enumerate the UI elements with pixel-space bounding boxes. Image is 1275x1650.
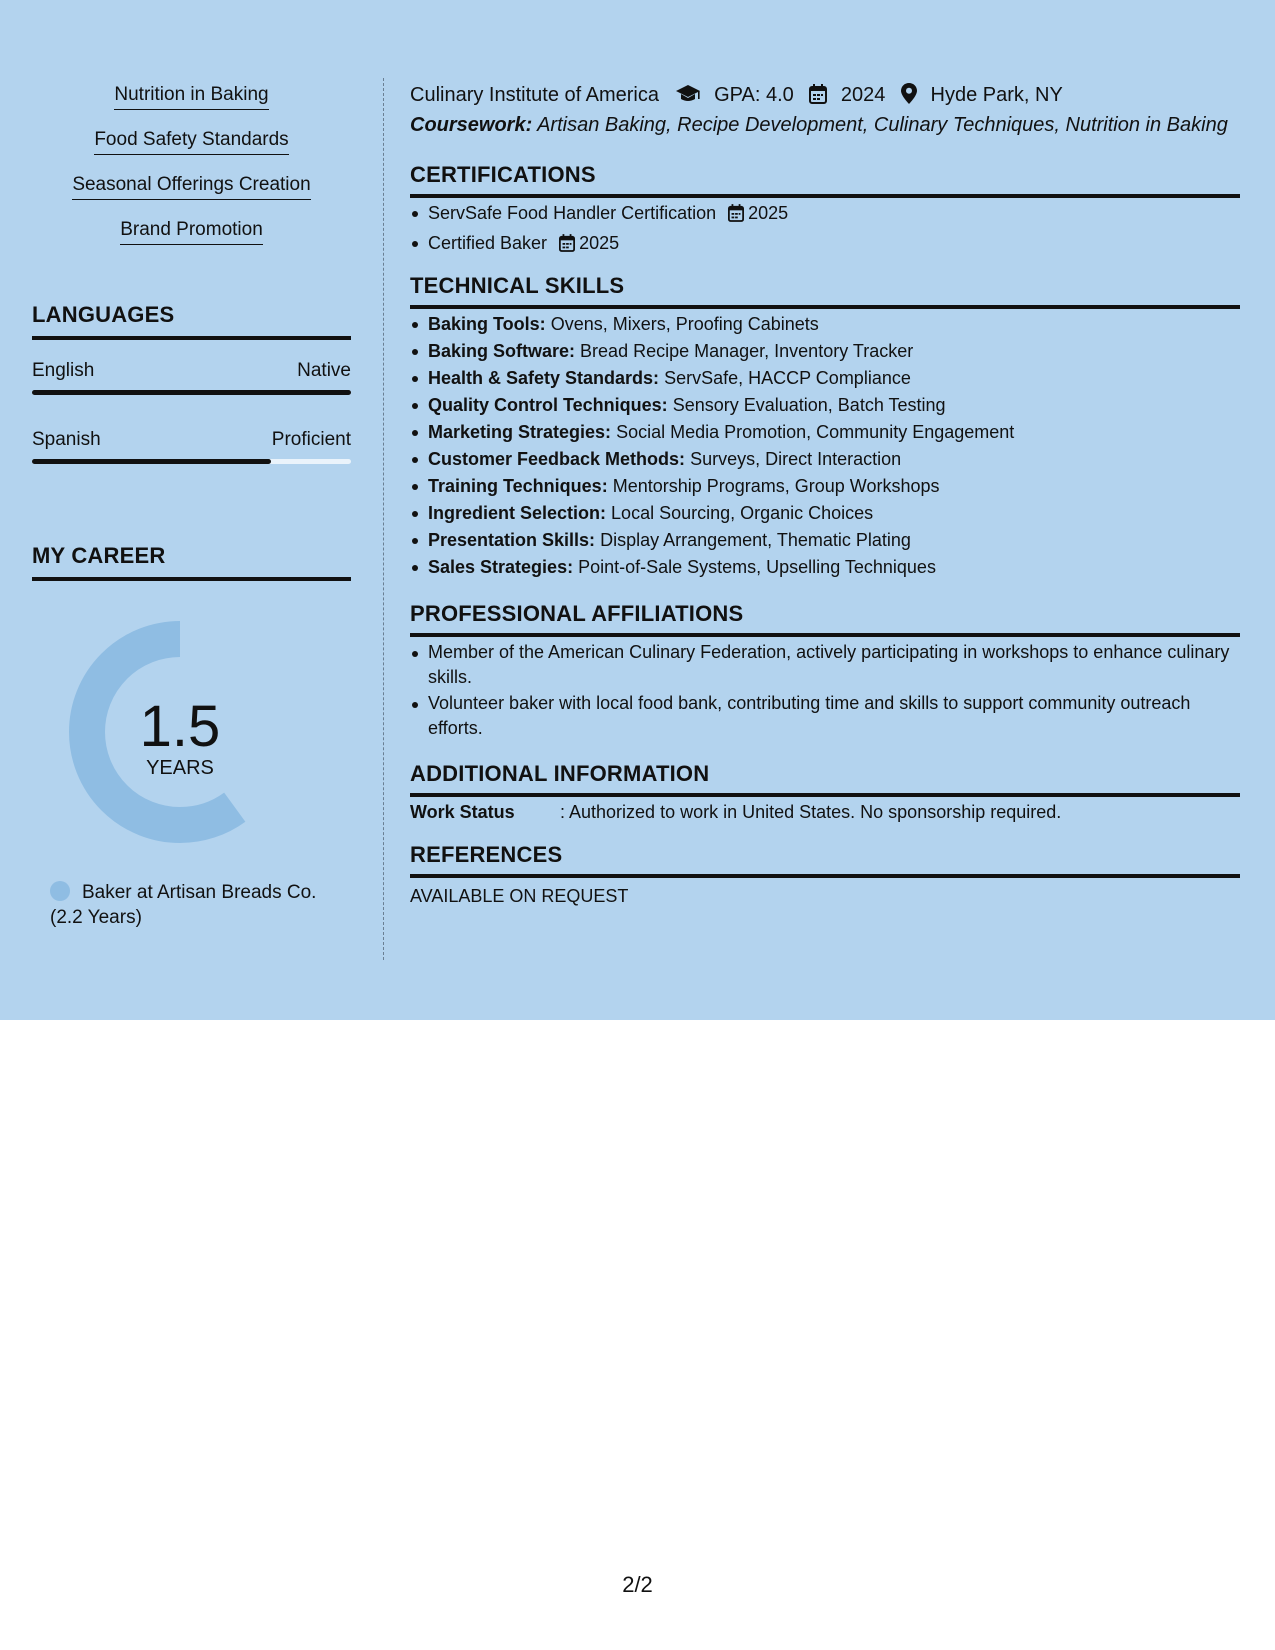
list-item <box>410 230 1240 260</box>
list-item <box>410 311 1240 338</box>
list-item <box>410 365 1240 392</box>
map-pin-icon <box>901 83 917 110</box>
section-rule <box>410 874 1240 878</box>
skill-label: Ingredient Selection: <box>428 503 607 523</box>
certification-name: Certified Baker <box>428 233 548 253</box>
career-section-header <box>32 543 351 581</box>
skill-value: Sensory Evaluation, Batch Testing <box>672 395 946 415</box>
list-item <box>410 554 1240 581</box>
skill-label: Health & Safety Standards: <box>428 368 660 388</box>
certifications-list <box>410 200 1240 260</box>
column-divider <box>383 78 384 960</box>
list-item: Member of the American Culinary Federation, actively participating in workshops to enhance culinary skills. <box>410 640 1240 690</box>
skills-list <box>410 311 1240 581</box>
affiliations-list <box>410 640 1240 742</box>
list-item <box>410 446 1240 473</box>
calendar-icon <box>809 84 827 110</box>
work-status-line <box>410 802 1061 823</box>
certifications-title: CERTIFICATIONS <box>410 162 596 187</box>
skills-section-header <box>410 273 1240 309</box>
list-item <box>410 527 1240 554</box>
career-total-unit: YEARS <box>146 757 214 779</box>
coursework-line <box>410 114 1228 137</box>
references-title: REFERENCES <box>410 842 563 867</box>
skill-value: Social Media Promotion, Community Engagement <box>616 422 1015 442</box>
section-rule <box>410 633 1240 637</box>
skill-label: Presentation Skills: <box>428 530 596 550</box>
graduation-cap-icon <box>675 84 701 110</box>
skill-label: Sales Strategies: <box>428 557 574 577</box>
education-year: 2024 <box>840 84 886 106</box>
calendar-icon <box>728 203 744 230</box>
certifications-section-header <box>410 162 1240 198</box>
skill-label: Quality Control Techniques: <box>428 395 668 415</box>
list-item <box>410 392 1240 419</box>
section-rule <box>410 793 1240 797</box>
list-item <box>410 473 1240 500</box>
career-title: MY CAREER <box>32 543 166 568</box>
references-text: AVAILABLE ON REQUEST <box>410 886 629 906</box>
language-name: English <box>32 360 95 381</box>
section-rule <box>32 336 351 340</box>
languages-section-header <box>32 302 351 340</box>
language-bar <box>32 390 351 395</box>
list-item <box>410 200 1240 230</box>
affiliations-section-header <box>410 601 1240 637</box>
skill-value: Ovens, Mixers, Proofing Cabinets <box>550 314 819 334</box>
list-item <box>410 500 1240 527</box>
skills-title: TECHNICAL SKILLS <box>410 273 625 298</box>
skill-value: ServSafe, HACCP Compliance <box>664 368 911 388</box>
list-item: Volunteer baker with local food bank, contributing time and skills to support community outreach efforts. <box>410 691 1240 741</box>
list-item <box>410 419 1240 446</box>
skill-label: Baking Software: <box>428 341 576 361</box>
interest-label: Food Safety Standards <box>94 129 288 155</box>
education-location: Hyde Park, NY <box>930 84 1063 106</box>
coursework-list: Artisan Baking, Recipe Development, Culinary Techniques, Nutrition in Baking <box>537 114 1228 136</box>
career-legend <box>50 880 350 930</box>
gpa-text: GPA: 4.0 <box>714 84 794 106</box>
skill-value: Local Sourcing, Organic Choices <box>611 503 874 523</box>
skill-label: Customer Feedback Methods: <box>428 449 686 469</box>
language-level: Proficient <box>271 429 351 450</box>
section-rule <box>410 194 1240 198</box>
interest-label: Brand Promotion <box>120 219 263 245</box>
work-status-value: : Authorized to work in United States. No sponsorship required. <box>560 802 1062 822</box>
interest-item <box>32 84 351 110</box>
languages-title: LANGUAGES <box>32 302 175 327</box>
language-bar-fill <box>32 390 351 395</box>
skill-label: Marketing Strategies: <box>428 422 612 442</box>
page-number: 2/2 <box>622 1572 653 1597</box>
additional-section-header <box>410 761 1240 797</box>
skill-label: Training Techniques: <box>428 476 608 496</box>
interest-item <box>32 219 351 245</box>
interest-item <box>32 129 351 155</box>
language-name: Spanish <box>32 429 101 450</box>
additional-title: ADDITIONAL INFORMATION <box>410 761 710 786</box>
work-status-label: Work Status <box>410 802 515 822</box>
coursework-label: Coursework: <box>410 114 533 136</box>
skill-value: Point-of-Sale Systems, Upselling Techniques <box>578 557 936 577</box>
interest-item <box>32 174 351 200</box>
skill-value: Bread Recipe Manager, Inventory Tracker <box>580 341 914 361</box>
skill-value: Surveys, Direct Interaction <box>690 449 902 469</box>
education-line <box>410 83 1063 110</box>
legend-dot <box>50 881 70 901</box>
career-donut-chart <box>32 600 292 860</box>
section-rule <box>32 577 351 581</box>
references-section-header <box>410 842 1240 878</box>
section-rule <box>410 305 1240 309</box>
certification-name: ServSafe Food Handler Certification <box>428 203 717 223</box>
interest-label: Seasonal Offerings Creation <box>72 174 310 200</box>
certification-year: 2025 <box>748 203 789 223</box>
language-bar <box>32 459 351 464</box>
skill-value: Mentorship Programs, Group Workshops <box>612 476 940 496</box>
career-legend-label: Baker at Artisan Breads Co. (2.2 Years) <box>50 882 317 928</box>
school-name: Culinary Institute of America <box>410 84 659 106</box>
affiliations-title: PROFESSIONAL AFFILIATIONS <box>410 601 744 626</box>
skill-value: Display Arrangement, Thematic Plating <box>600 530 911 550</box>
certification-year: 2025 <box>579 233 620 253</box>
language-level: Native <box>297 360 351 381</box>
list-item <box>410 338 1240 365</box>
interest-label: Nutrition in Baking <box>114 84 268 110</box>
career-total-value: 1.5 <box>139 694 221 759</box>
skill-label: Baking Tools: <box>428 314 546 334</box>
calendar-icon <box>559 233 575 260</box>
language-bar-fill <box>32 459 271 464</box>
